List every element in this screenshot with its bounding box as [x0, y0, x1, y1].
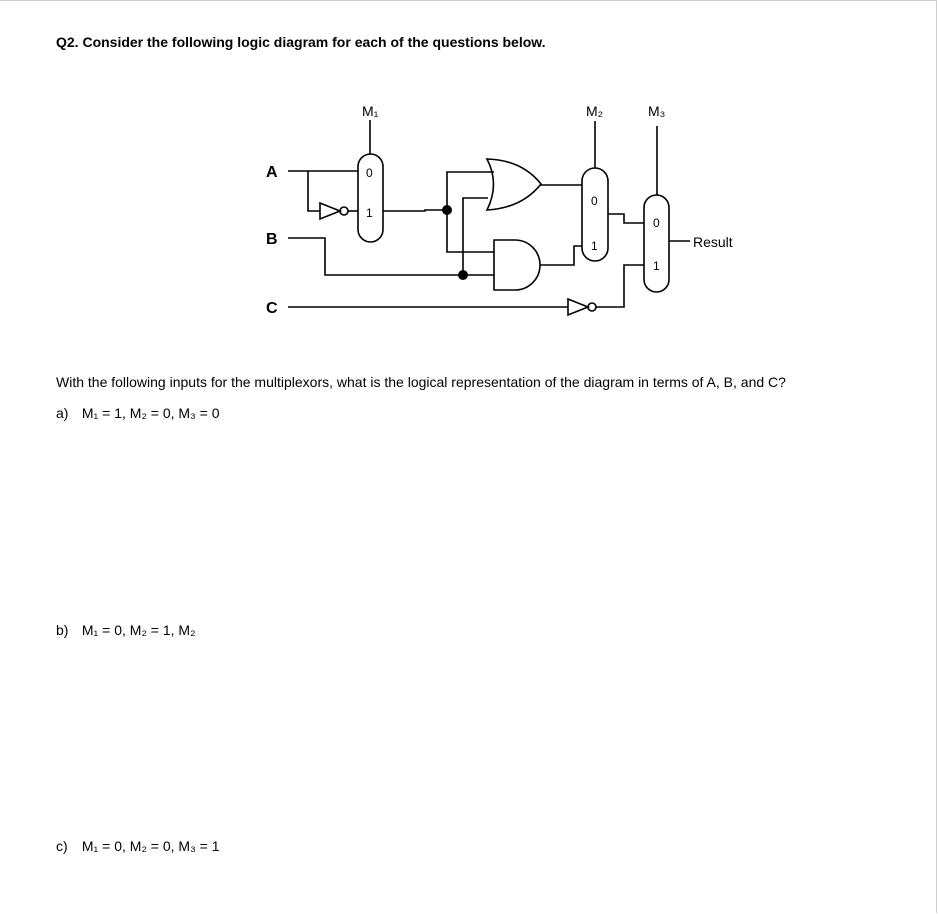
- part-a-label: a): [56, 405, 69, 421]
- not-gate-c: [568, 299, 588, 315]
- input-label-a: A: [266, 164, 278, 181]
- mux2-output-wire: [608, 214, 644, 223]
- part-c-text: M₁ = 0, M₂ = 0, M₃ = 1: [81, 838, 220, 854]
- mux2-input0-label: 0: [591, 194, 598, 208]
- mux1-input0-label: 0: [366, 166, 373, 180]
- question-text: With the following inputs for the multiplexors, what is the logical representation of the diagram in terms of A, B, and C?: [56, 374, 786, 390]
- question-heading: Q2. Consider the following logic diagram for each of the questions below.: [56, 34, 546, 50]
- part-b-label: b): [56, 622, 69, 638]
- mux1-input1-label: 1: [366, 206, 373, 220]
- part-a-text: M₁ = 1, M₂ = 0, M₃ = 0: [81, 405, 220, 421]
- mux3-input1-label: 1: [653, 259, 660, 273]
- part-b: [56, 622, 196, 638]
- junction-dot-2: [458, 270, 468, 280]
- wire-b: [288, 238, 463, 275]
- wire-b-to-gates: [463, 198, 488, 275]
- junction-dot-1: [442, 205, 452, 215]
- part-a: [56, 405, 220, 421]
- and-gate-output-wire: [540, 246, 582, 265]
- not-gate-c-output-wire: [596, 265, 644, 307]
- wire-a-branch: [308, 171, 320, 211]
- input-label-b: B: [266, 231, 278, 248]
- wire-or-and-bus: [447, 172, 494, 210]
- mux3-input0-label: 0: [653, 216, 660, 230]
- part-b-text: M₁ = 0, M₂ = 1, M₂: [81, 622, 196, 638]
- part-c: [56, 838, 220, 854]
- mux2-select-label: M₂: [586, 103, 604, 119]
- mux3-select-label: M₃: [648, 103, 666, 119]
- mux1-select-label: M₁: [362, 103, 379, 119]
- input-label-c: C: [266, 300, 278, 317]
- mux3-body: [644, 195, 669, 292]
- mux2-input1-label: 1: [591, 239, 598, 253]
- or-gate: [487, 159, 541, 210]
- not-gate-a: [320, 203, 340, 219]
- result-label: Result: [693, 234, 733, 250]
- or-gate-output-wire: [541, 184, 582, 185]
- mux1-output-wire: [383, 210, 447, 211]
- part-c-label: c): [56, 838, 68, 854]
- and-gate: [494, 240, 540, 290]
